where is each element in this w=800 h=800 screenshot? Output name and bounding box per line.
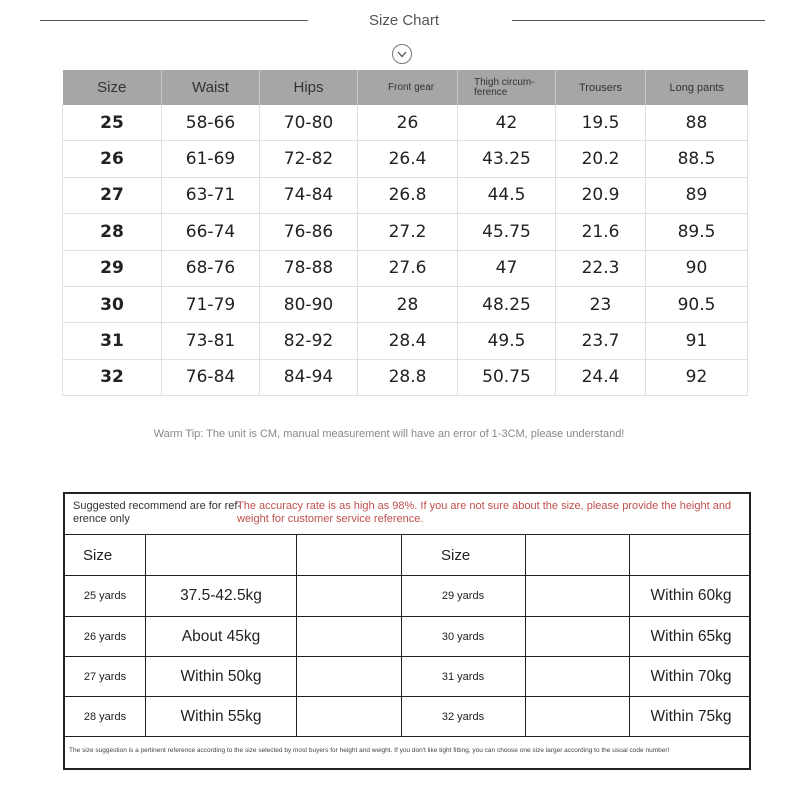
cell-hips: 84-94 (260, 359, 358, 395)
size-label: 28 yards (83, 710, 127, 723)
cell-front-gear: 26 (358, 105, 458, 141)
cell-trousers: 19.5 (556, 105, 646, 141)
cell-long-pants: 89 (646, 177, 748, 213)
cell-waist: 68-76 (162, 250, 260, 286)
cell-hips: 78-88 (260, 250, 358, 286)
cell-trousers: 24.4 (556, 359, 646, 395)
size-chart-table (62, 70, 748, 396)
chevron-down-icon (392, 44, 412, 64)
cell-long-pants: 88 (646, 105, 748, 141)
cell-long-pants: 89.5 (646, 214, 748, 250)
size-header-left: Size (83, 546, 113, 564)
table-row (63, 214, 748, 250)
weight-value: About 45kg (181, 627, 261, 645)
size-label: 25 yards (83, 590, 127, 602)
cell-hips: 72-82 (260, 141, 358, 177)
weight-value: Within 50kg (180, 667, 262, 685)
grid-rule (65, 736, 749, 737)
weight-value: Within 70kg (650, 667, 732, 685)
reference-label: Suggested recommend are for ref-erence only (73, 500, 242, 525)
header-rule-right (512, 20, 765, 21)
table-row (63, 359, 748, 395)
cell-thigh: 48.25 (458, 286, 556, 322)
page-title: Size Chart (368, 12, 440, 29)
cell-long-pants: 88.5 (646, 141, 748, 177)
weight-value: Within 65kg (650, 627, 732, 645)
accuracy-warning: The accuracy rate is as high as 98%. If you are not sure about the size, please provide the height and weight for customer service reference. (237, 500, 732, 525)
weight-value: 37.5-42.5kg (180, 587, 262, 604)
cell-thigh: 49.5 (458, 323, 556, 359)
cell-long-pants: 92 (646, 359, 748, 395)
cell-waist: 66-74 (162, 214, 260, 250)
cell-long-pants: 90 (646, 250, 748, 286)
weight-value: Within 75kg (650, 707, 732, 725)
cell-thigh: 45.75 (458, 214, 556, 250)
weight-recommendation-table (63, 492, 751, 770)
cell-hips: 76-86 (260, 214, 358, 250)
cell-waist: 71-79 (162, 286, 260, 322)
cell-thigh: 44.5 (458, 177, 556, 213)
table-row (63, 250, 748, 286)
warm-tip: Warm Tip: The unit is CM, manual measurement will have an error of 1-3CM, please understand! (153, 428, 625, 440)
cell-size: 27 (63, 177, 162, 213)
table-row (63, 105, 748, 141)
cell-long-pants: 91 (646, 323, 748, 359)
size-label: 31 yards (441, 670, 485, 683)
cell-waist: 73-81 (162, 323, 260, 359)
size-label: 32 yards (441, 710, 485, 723)
table-row (63, 323, 748, 359)
col-header-size: Size (63, 70, 162, 105)
table-row (63, 141, 748, 177)
size-header-right: Size (441, 546, 471, 564)
cell-size: 25 (63, 105, 162, 141)
footnote: The size suggestion is a pertinent reference according to the size selected by most buyers for height and weight. If you don't like tight fitting, you can choose one size larger according to the usual code number! (69, 747, 670, 754)
weight-value: Within 55kg (180, 707, 262, 725)
cell-thigh: 50.75 (458, 359, 556, 395)
cell-size: 30 (63, 286, 162, 322)
cell-waist: 58-66 (162, 105, 260, 141)
col-header-hips: Hips (260, 70, 358, 105)
cell-size: 26 (63, 141, 162, 177)
cell-trousers: 22.3 (556, 250, 646, 286)
cell-front-gear: 27.2 (358, 214, 458, 250)
cell-front-gear: 27.6 (358, 250, 458, 286)
col-header-thigh: Thigh circum-ference (458, 70, 556, 105)
cell-trousers: 20.2 (556, 141, 646, 177)
col-header-front-gear: Front gear (358, 70, 458, 105)
grid-rule (65, 534, 749, 535)
cell-waist: 63-71 (162, 177, 260, 213)
cell-hips: 74-84 (260, 177, 358, 213)
cell-hips: 80-90 (260, 286, 358, 322)
size-label: 27 yards (83, 670, 127, 683)
cell-front-gear: 28 (358, 286, 458, 322)
table-row (63, 286, 748, 322)
cell-trousers: 20.9 (556, 177, 646, 213)
cell-trousers: 23 (556, 286, 646, 322)
cell-waist: 61-69 (162, 141, 260, 177)
col-header-waist: Waist (162, 70, 260, 105)
cell-thigh: 47 (458, 250, 556, 286)
size-label: 29 yards (441, 590, 485, 602)
cell-waist: 76-84 (162, 359, 260, 395)
grid-rule (525, 534, 526, 736)
grid-rule (296, 534, 297, 736)
cell-long-pants: 90.5 (646, 286, 748, 322)
cell-thigh: 43.25 (458, 141, 556, 177)
cell-size: 28 (63, 214, 162, 250)
size-chart-header-row (63, 70, 748, 105)
cell-front-gear: 28.4 (358, 323, 458, 359)
col-header-trousers: Trousers (556, 70, 646, 105)
cell-size: 29 (63, 250, 162, 286)
cell-front-gear: 28.8 (358, 359, 458, 395)
cell-size: 31 (63, 323, 162, 359)
size-label: 30 yards (441, 630, 485, 643)
col-header-long-pants: Long pants (646, 70, 748, 105)
cell-trousers: 23.7 (556, 323, 646, 359)
table-row (63, 177, 748, 213)
cell-hips: 70-80 (260, 105, 358, 141)
cell-front-gear: 26.8 (358, 177, 458, 213)
cell-thigh: 42 (458, 105, 556, 141)
cell-size: 32 (63, 359, 162, 395)
cell-front-gear: 26.4 (358, 141, 458, 177)
cell-trousers: 21.6 (556, 214, 646, 250)
size-chart-body (63, 105, 748, 396)
cell-hips: 82-92 (260, 323, 358, 359)
grid-rule (145, 534, 146, 736)
grid-rule (629, 534, 630, 736)
weight-value: Within 60kg (650, 587, 732, 604)
size-label: 26 yards (83, 630, 127, 643)
